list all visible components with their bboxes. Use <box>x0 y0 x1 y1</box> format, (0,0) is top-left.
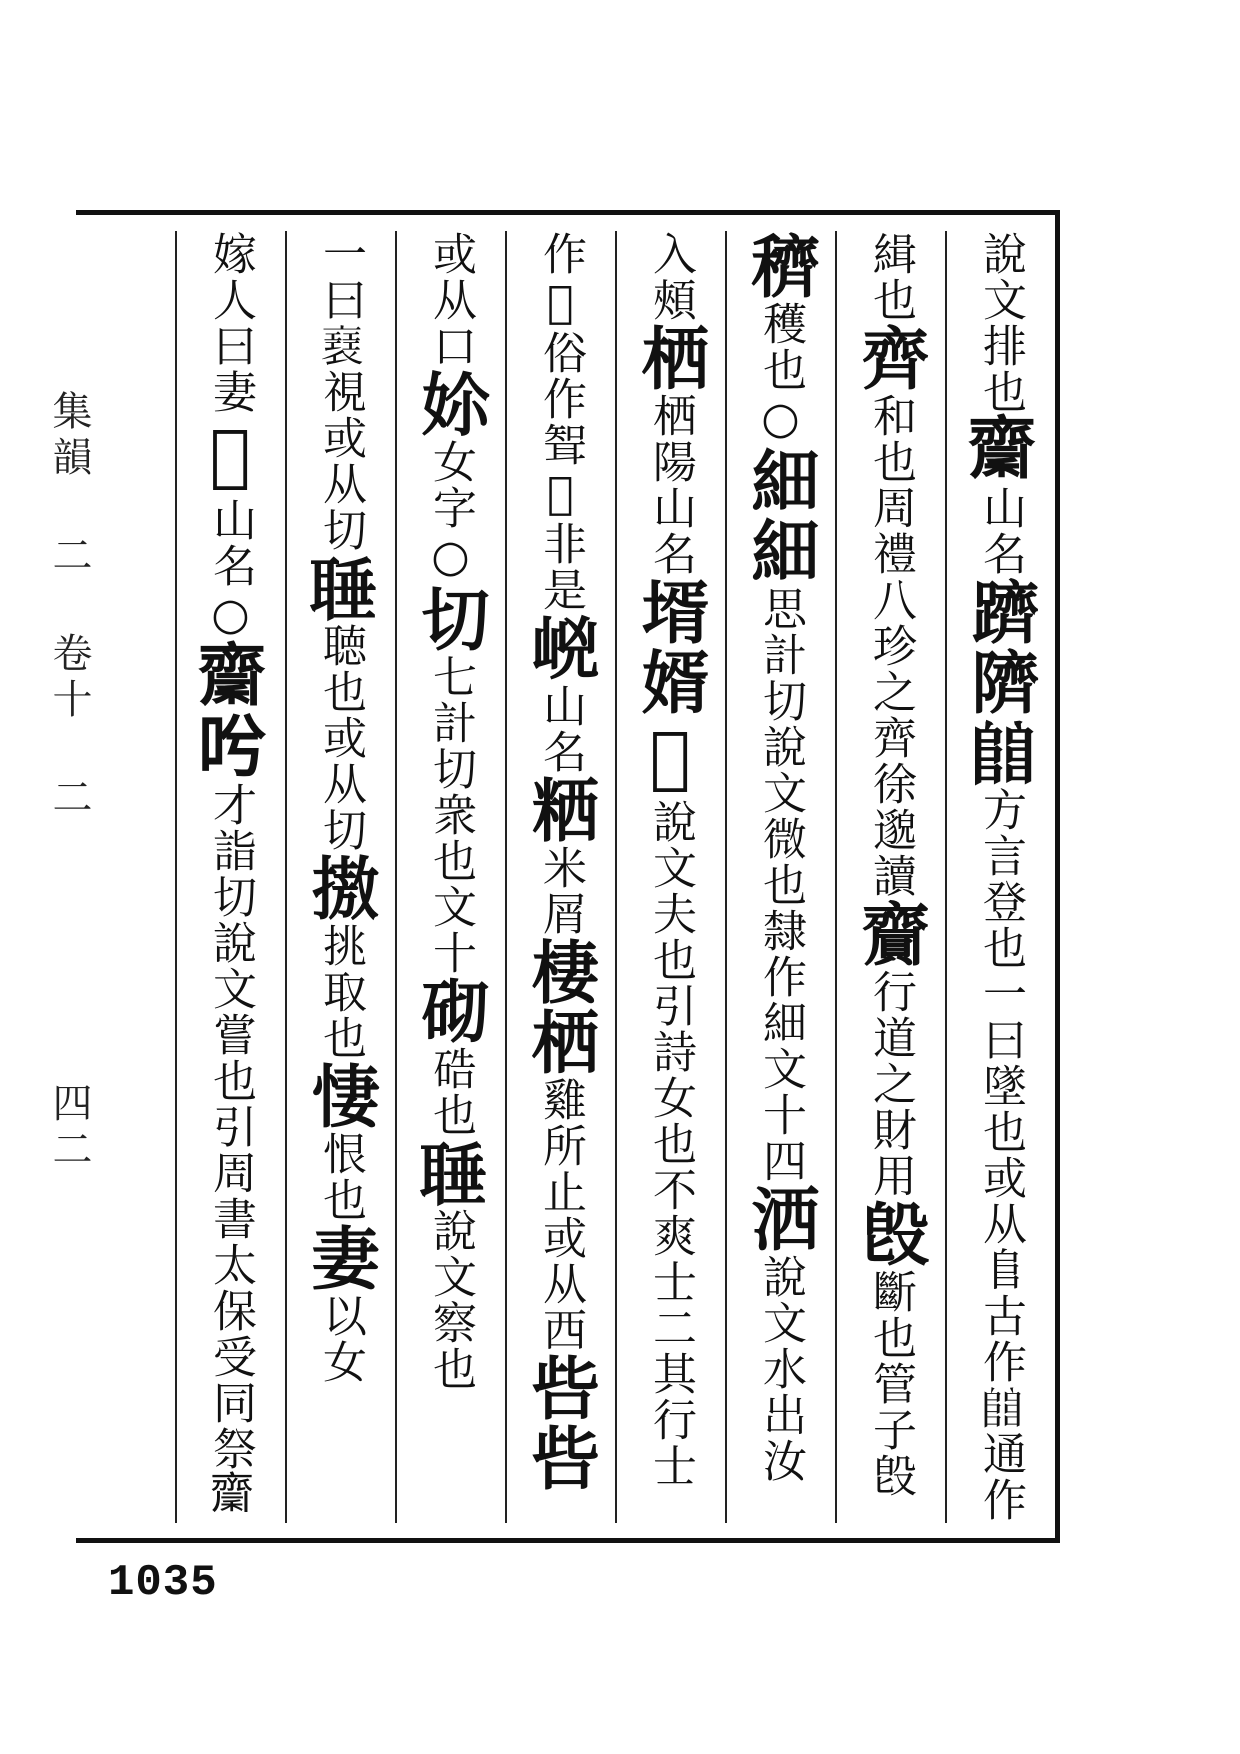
headword: 呰呰 <box>520 1353 600 1493</box>
headword: 切 <box>410 584 490 654</box>
headword: 栖 <box>630 323 710 393</box>
text-column-2 <box>835 231 945 1523</box>
text-column-5 <box>505 231 615 1523</box>
gloss-text: ○ <box>755 393 806 446</box>
gloss-text: ○ <box>425 531 476 584</box>
headword: 妻 <box>300 1223 380 1293</box>
headword: 𣪘 <box>850 1199 930 1269</box>
gloss-text: 作𡉤俗作聟𦔮非是 <box>535 231 586 613</box>
headword: 躋隮 <box>960 577 1040 717</box>
gloss-text: 米屑 <box>535 845 586 937</box>
headword: 𦖋 <box>410 1138 490 1208</box>
headword: 𡉤 <box>630 717 710 799</box>
gloss-text: 山名 <box>975 485 1026 577</box>
headword: 砌 <box>410 976 490 1046</box>
headword: 𥛓 <box>190 415 270 497</box>
headword: 細 <box>740 516 820 586</box>
text-column-6 <box>395 231 505 1523</box>
page-frame <box>76 210 1060 1543</box>
gloss-text: ○ <box>205 589 256 642</box>
gloss-text: 一曰𧝑視或从切 <box>315 231 366 553</box>
headword: 穧 <box>740 231 820 301</box>
gloss-text: 穫也 <box>755 301 806 393</box>
margin-folio: 四二 <box>46 1082 92 1174</box>
headword: 粞 <box>520 775 600 845</box>
gloss-text: 以女 <box>315 1293 366 1385</box>
gloss-text: 說文察也 <box>425 1208 476 1392</box>
gloss-text: 說文排也 <box>975 231 1026 415</box>
gloss-text: 山名 <box>535 683 586 775</box>
gloss-text: 嫁人曰妻 <box>205 231 256 415</box>
text-column-1 <box>945 231 1055 1523</box>
headword: 㚷 <box>410 369 490 439</box>
gloss-text: 挑取也 <box>315 923 366 1061</box>
headword: 𨺅 <box>960 717 1040 787</box>
page-number: 1035 <box>108 1558 218 1608</box>
gloss-text: 方言登也一曰墜也或从𨸏古作𨺅通作 <box>975 787 1026 1523</box>
headword: 𠯋 <box>190 712 270 782</box>
gloss-text: 說文夫也引詩女也不爽士二其行士 <box>645 799 696 1489</box>
gloss-text: 聴也或从切 <box>315 623 366 853</box>
gloss-text: 入頰 <box>645 231 696 323</box>
margin-book-title: 集韻 二 卷十 二 <box>46 390 92 822</box>
gloss-text: 栖陽山名 <box>645 393 696 577</box>
gloss-text: 七計切衆也文十 <box>425 654 476 976</box>
gloss-text: 思計切說文微也隸作細文十四 <box>755 586 806 1184</box>
text-column-3 <box>725 231 835 1523</box>
headword: 齊 <box>850 323 930 393</box>
headword: 𪗉 <box>190 642 270 712</box>
headword: 壻婿 <box>630 577 710 717</box>
gloss-text: 斷也管子𣪘 <box>865 1269 916 1499</box>
gloss-text: 雞所止或从西 <box>535 1077 586 1353</box>
headword: 洒 <box>740 1184 820 1254</box>
gloss-text: 硞也 <box>425 1046 476 1138</box>
gloss-text: 才詣切說文嘗也引周書太保受同祭𪗉 <box>205 782 256 1518</box>
gloss-text: 恨也 <box>315 1131 366 1223</box>
headword: 㟅 <box>520 613 600 683</box>
headword: 棲栖 <box>520 937 600 1077</box>
headword: 悽 <box>300 1061 380 1131</box>
headword: 𪗉 <box>960 415 1040 485</box>
margin-title <box>34 390 98 1540</box>
gloss-text: 緝也 <box>865 231 916 323</box>
gloss-text: 和也周禮八珍之齊徐邈讀 <box>865 393 916 899</box>
text-column-8 <box>175 231 285 1523</box>
text-column-4 <box>615 231 725 1523</box>
headword: 𢳆 <box>300 853 380 923</box>
headword: 齎 <box>850 899 930 969</box>
gloss-text: 山名 <box>205 497 256 589</box>
headword: 𦖋 <box>300 553 380 623</box>
text-column-7 <box>285 231 395 1523</box>
gloss-text: 說文水出汝 <box>755 1254 806 1484</box>
gloss-text: 女字 <box>425 439 476 531</box>
headword: 細 <box>740 446 820 516</box>
gloss-text: 或从口 <box>425 231 476 369</box>
gloss-text: 行道之財用 <box>865 969 916 1199</box>
